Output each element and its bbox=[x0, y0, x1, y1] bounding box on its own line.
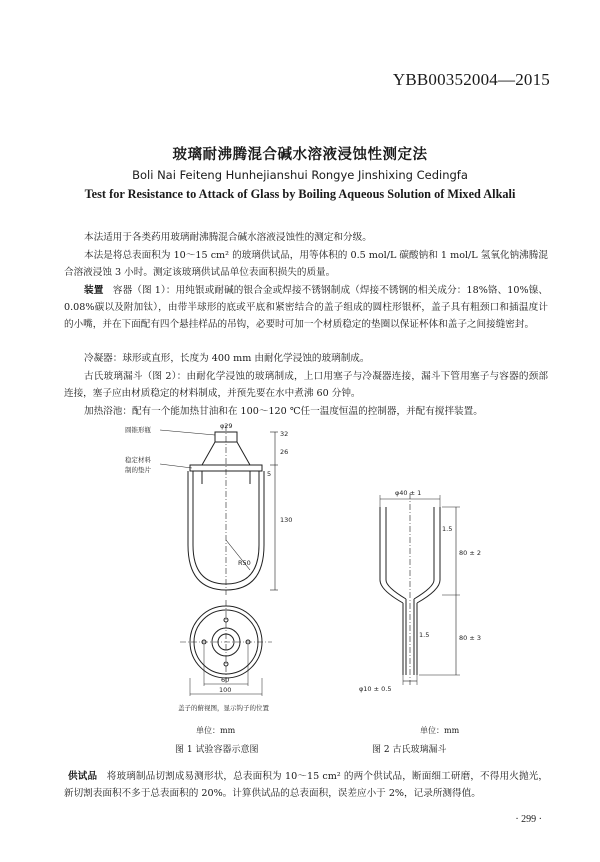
figure-2-drawing bbox=[345, 485, 481, 715]
paragraph-heating-bath: 加热浴池：配有一个能加热甘油和在 100～120 ℃任一温度恒温的控制器，并配有搅拌装置。 bbox=[84, 406, 483, 417]
fig1-dim-26: 26 bbox=[280, 448, 289, 456]
figure-2-unit: 单位：mm bbox=[420, 726, 460, 735]
title-english: Test for Resistance to Attack of Glass by Boiling Aqueous Solution of Mixed Alkali bbox=[84, 187, 516, 201]
fig1-label-neck: 圆锥形瓶 bbox=[125, 426, 151, 434]
fig1-dim-60: 60 bbox=[221, 676, 230, 684]
figure-2-container bbox=[345, 485, 481, 715]
fig1-label-gasket-1: 稳定材料 bbox=[125, 456, 151, 464]
figure-1-container bbox=[120, 420, 320, 730]
fig2-dim-15b: 1.5 bbox=[419, 631, 430, 639]
specimen-text: 将玻璃制品切割成易测形状，总表面积为 10～15 cm² 的两个供试品，断面细工研磨，不得用火抛光，新切割表面积不多于总表面积的 20%。计算供试品的总表面积，误差应小于 2%，记录所测得值。 bbox=[64, 771, 548, 800]
title-chinese: 玻璃耐沸腾混合碱水溶液浸蚀性测定法 bbox=[172, 147, 428, 163]
fig2-dim-bottom: φ10 ± 0.5 bbox=[359, 685, 392, 693]
apparatus-text: 容器（图 1）：用纯银或耐碱的银合金或焊接不锈钢制成（焊接不锈钢的相关成分：18%铬、10%镍、0.08%碳以及附加钛），由带半球形的底或平底和紧密结合的盖子组成的圆柱形银杯，盖子具有粗颈口和插温度计的小嘴，并在下面配有四个悬挂样品的吊钩，必要时可加一个材质稳定的垫圈以保证杯体和盖子之间接缝密封。 bbox=[64, 285, 549, 331]
figure-1-drawing bbox=[120, 420, 320, 730]
fig1-dim-r: R50 bbox=[238, 559, 251, 567]
fig1-note: 盖子的俯视图，显示钩子的位置 bbox=[178, 704, 269, 712]
fig1-dim-5: 5 bbox=[267, 470, 272, 478]
title-pinyin: Boli Nai Feiteng Hunhejianshui Rongye Jinshixing Cedingfa bbox=[132, 168, 468, 182]
fig1-label-gasket-2: 制的垫片 bbox=[125, 466, 151, 474]
fig2-dim-top: φ40 ± 1 bbox=[395, 489, 422, 497]
paragraph-apparatus-container bbox=[64, 282, 548, 334]
fig1-dim-130: 130 bbox=[280, 516, 293, 524]
figure-1-unit: 单位：mm bbox=[196, 726, 236, 735]
fig2-dim-lower: 80 ± 3 bbox=[459, 634, 481, 642]
apparatus-label: 装置 bbox=[84, 285, 104, 296]
standard-code: YBB00352004—2015 bbox=[392, 70, 550, 89]
paragraph-funnel: 古氏玻璃漏斗（图 2）：由耐化学浸蚀的玻璃制成，上口用塞子与冷凝器连接，漏斗下管用塞子与容器的颈部连接，塞子应由材质稳定的材料制成，并预先要在水中煮沸 60 分钟。 bbox=[64, 371, 548, 400]
fig1-dim-32: 32 bbox=[280, 430, 289, 438]
paragraph-scope: 本法适用于各类药用玻璃耐沸腾混合碱水溶液浸蚀性的测定和分级。 bbox=[84, 232, 372, 243]
paragraph-test-specimen bbox=[64, 768, 548, 802]
fig1-dim-100: 100 bbox=[219, 686, 232, 694]
fig2-dim-upper: 80 ± 2 bbox=[459, 549, 481, 557]
fig1-dim-top: φ29 bbox=[220, 422, 233, 430]
figure-2-caption: 图 2 古氏玻璃漏斗 bbox=[372, 745, 447, 755]
figure-1-caption: 图 1 试验容器示意图 bbox=[175, 745, 259, 755]
specimen-label: 供试品 bbox=[68, 771, 98, 782]
fig2-dim-15a: 1.5 bbox=[442, 525, 453, 533]
paragraph-principle: 本法是将总表面积为 10～15 cm² 的玻璃供试品，用等体积的 0.5 mol/L 碳酸钠和 1 mol/L 氢氧化钠沸腾混合溶液浸蚀 3 小时。测定该玻璃供试品单位表面积损失的质量。 bbox=[64, 250, 548, 279]
page-number: · 299 · bbox=[515, 814, 542, 825]
paragraph-condenser: 冷凝器：球形或直形，长度为 400 mm 由耐化学浸蚀的玻璃制成。 bbox=[84, 353, 370, 364]
